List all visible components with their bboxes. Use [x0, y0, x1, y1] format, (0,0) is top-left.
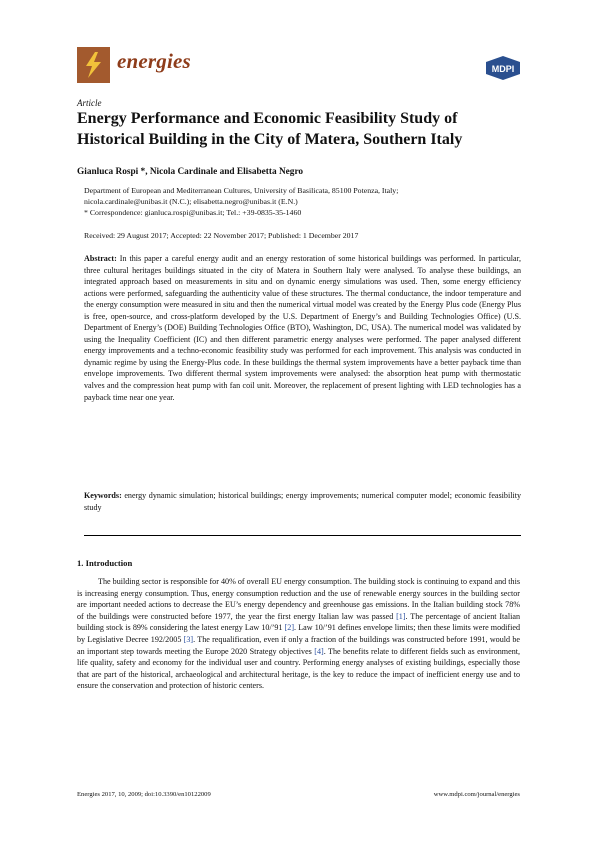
keywords: [84, 490, 521, 514]
svg-text:MDPI: MDPI: [491, 64, 515, 74]
reference-link-1[interactable]: [1]: [396, 611, 406, 621]
intro-text-1: The building sector is responsible for 40% of overall EU energy consumption. The building stock is continuing to expand and this is increasing energy consumption. Thus, energy consumption reduction and the use of renewable energy sources in the building sector are important needed actions to decrease the EU’s energy dependency and greenhouse gas emissions. In the Italian building stock 78% of the buildings were constructed before 1977, the year the first energy Italian law was passed: [77, 577, 520, 621]
section-divider: [84, 535, 521, 536]
affiliation-block: [84, 185, 524, 219]
journal-name[interactable]: energies: [117, 49, 191, 73]
abstract-text: In this paper a careful energy audit and an energy restoration of some historical buildings was performed. In particular, three cultural heritages buildings situated in the city of Matera in Southern Italy were analysed. To analyse these buildings, an integrated approach based on measurements in situ and on dynamic energy simulations was used. Then, some energy efficiency actions were performed, safeguarding the authenticity value of these structures. The thermal conductance, the indoor temperature and the energy consumption were measured in situ and then the numerical virtual model was created by the Energy Plus code (Energy Plus is free, open-source, and cross-platform developed by the U.S. Department of Energy’s and Building Technologies Office) (U.S. Department of Energy’s (DOE) Building Technologies Office (BTO), Washington, DC, USA). The numerical model was validated by using the Inequality Coefficient (IC) and then different parametric energy analyses were performed. The paper analysed different energy improvements and a techno-economic feasibility study was performed for each improvement. This analysis was conducted in dynamic regime by using the Energy-Plus code. In these buildings the thermal system improvements have a better payback time than envelope improvements. Two different thermal system improvements were analysed: the absorption heat pump with thermostatic valves and the compression heat pump with fan coil unit. Moreover, the replacement of present lighting with LED technologies has a payback time near one year.: [84, 254, 521, 402]
correspondence: * Correspondence: gianluca.rospi@unibas.it; Tel.: +39-0835-35-1460: [84, 208, 302, 218]
abstract-label: Abstract:: [84, 254, 117, 263]
journal-url-footer[interactable]: www.mdpi.com/journal/energies: [433, 791, 520, 798]
keywords-text: energy dynamic simulation; historical buildings; energy improvements; numerical computer model; economic feasibility study: [84, 491, 521, 512]
reference-link-3[interactable]: [3]: [183, 634, 194, 644]
introduction-paragraph: [77, 576, 520, 692]
abstract: [84, 253, 521, 403]
reference-link-2[interactable]: [2]: [284, 623, 295, 633]
section-heading-introduction: 1. Introduction: [77, 558, 133, 568]
reference-link-4[interactable]: [4]: [314, 646, 324, 656]
publication-dates: Received: 29 August 2017; Accepted: 22 November 2017; Published: 1 December 2017: [84, 231, 359, 240]
citation-footer: Energies 2017, 10, 2009; doi:10.3390/en10122009: [77, 791, 211, 798]
intro-text-2: . The percentage of ancient Italian building stock is 89% considering the latest energy Law 10/’91: [77, 611, 520, 633]
journal-header: [77, 47, 522, 87]
intro-text-5: . The benefits relate to different fields such as environment, life quality, safety and economy for the individual user and country. Performing energy analyses of existing buildings, especially those that are part of the historical, archaeological and architectural heritage, is the key to reduce the impact of inefficient energy use and to ensure the conservation and protection of historic centers.: [77, 646, 521, 691]
authors: Gianluca Rospi *, Nicola Cardinale and Elisabetta Negro: [77, 167, 304, 177]
intro-text-4: . The requalification, even if only a fraction of the buildings was constructed before 1991, would be an important step towards meeting the Europe 2020 Strategy objectives: [77, 634, 520, 656]
intro-text-3: . Law 10/’91 defines envelope limits; then these limits were modified by Legislative Decree 192/2005: [77, 623, 520, 644]
article-type: Article: [77, 98, 102, 108]
page-title: Energy Performance and Economic Feasibility Study of Historical Building in the City of Matera, Southern Italy: [77, 110, 463, 148]
affiliation-line: Department of European and Mediterranean Cultures, University of Basilicata, 85100 Potenza, Italy;: [84, 186, 399, 195]
mdpi-logo-icon[interactable]: [484, 55, 522, 81]
energies-logo-icon: [77, 47, 110, 83]
author-emails[interactable]: nicola.cardinale@unibas.it (N.C.); elisabetta.negro@unibas.it (E.N.): [84, 197, 298, 207]
keywords-label: Keywords:: [84, 491, 122, 500]
